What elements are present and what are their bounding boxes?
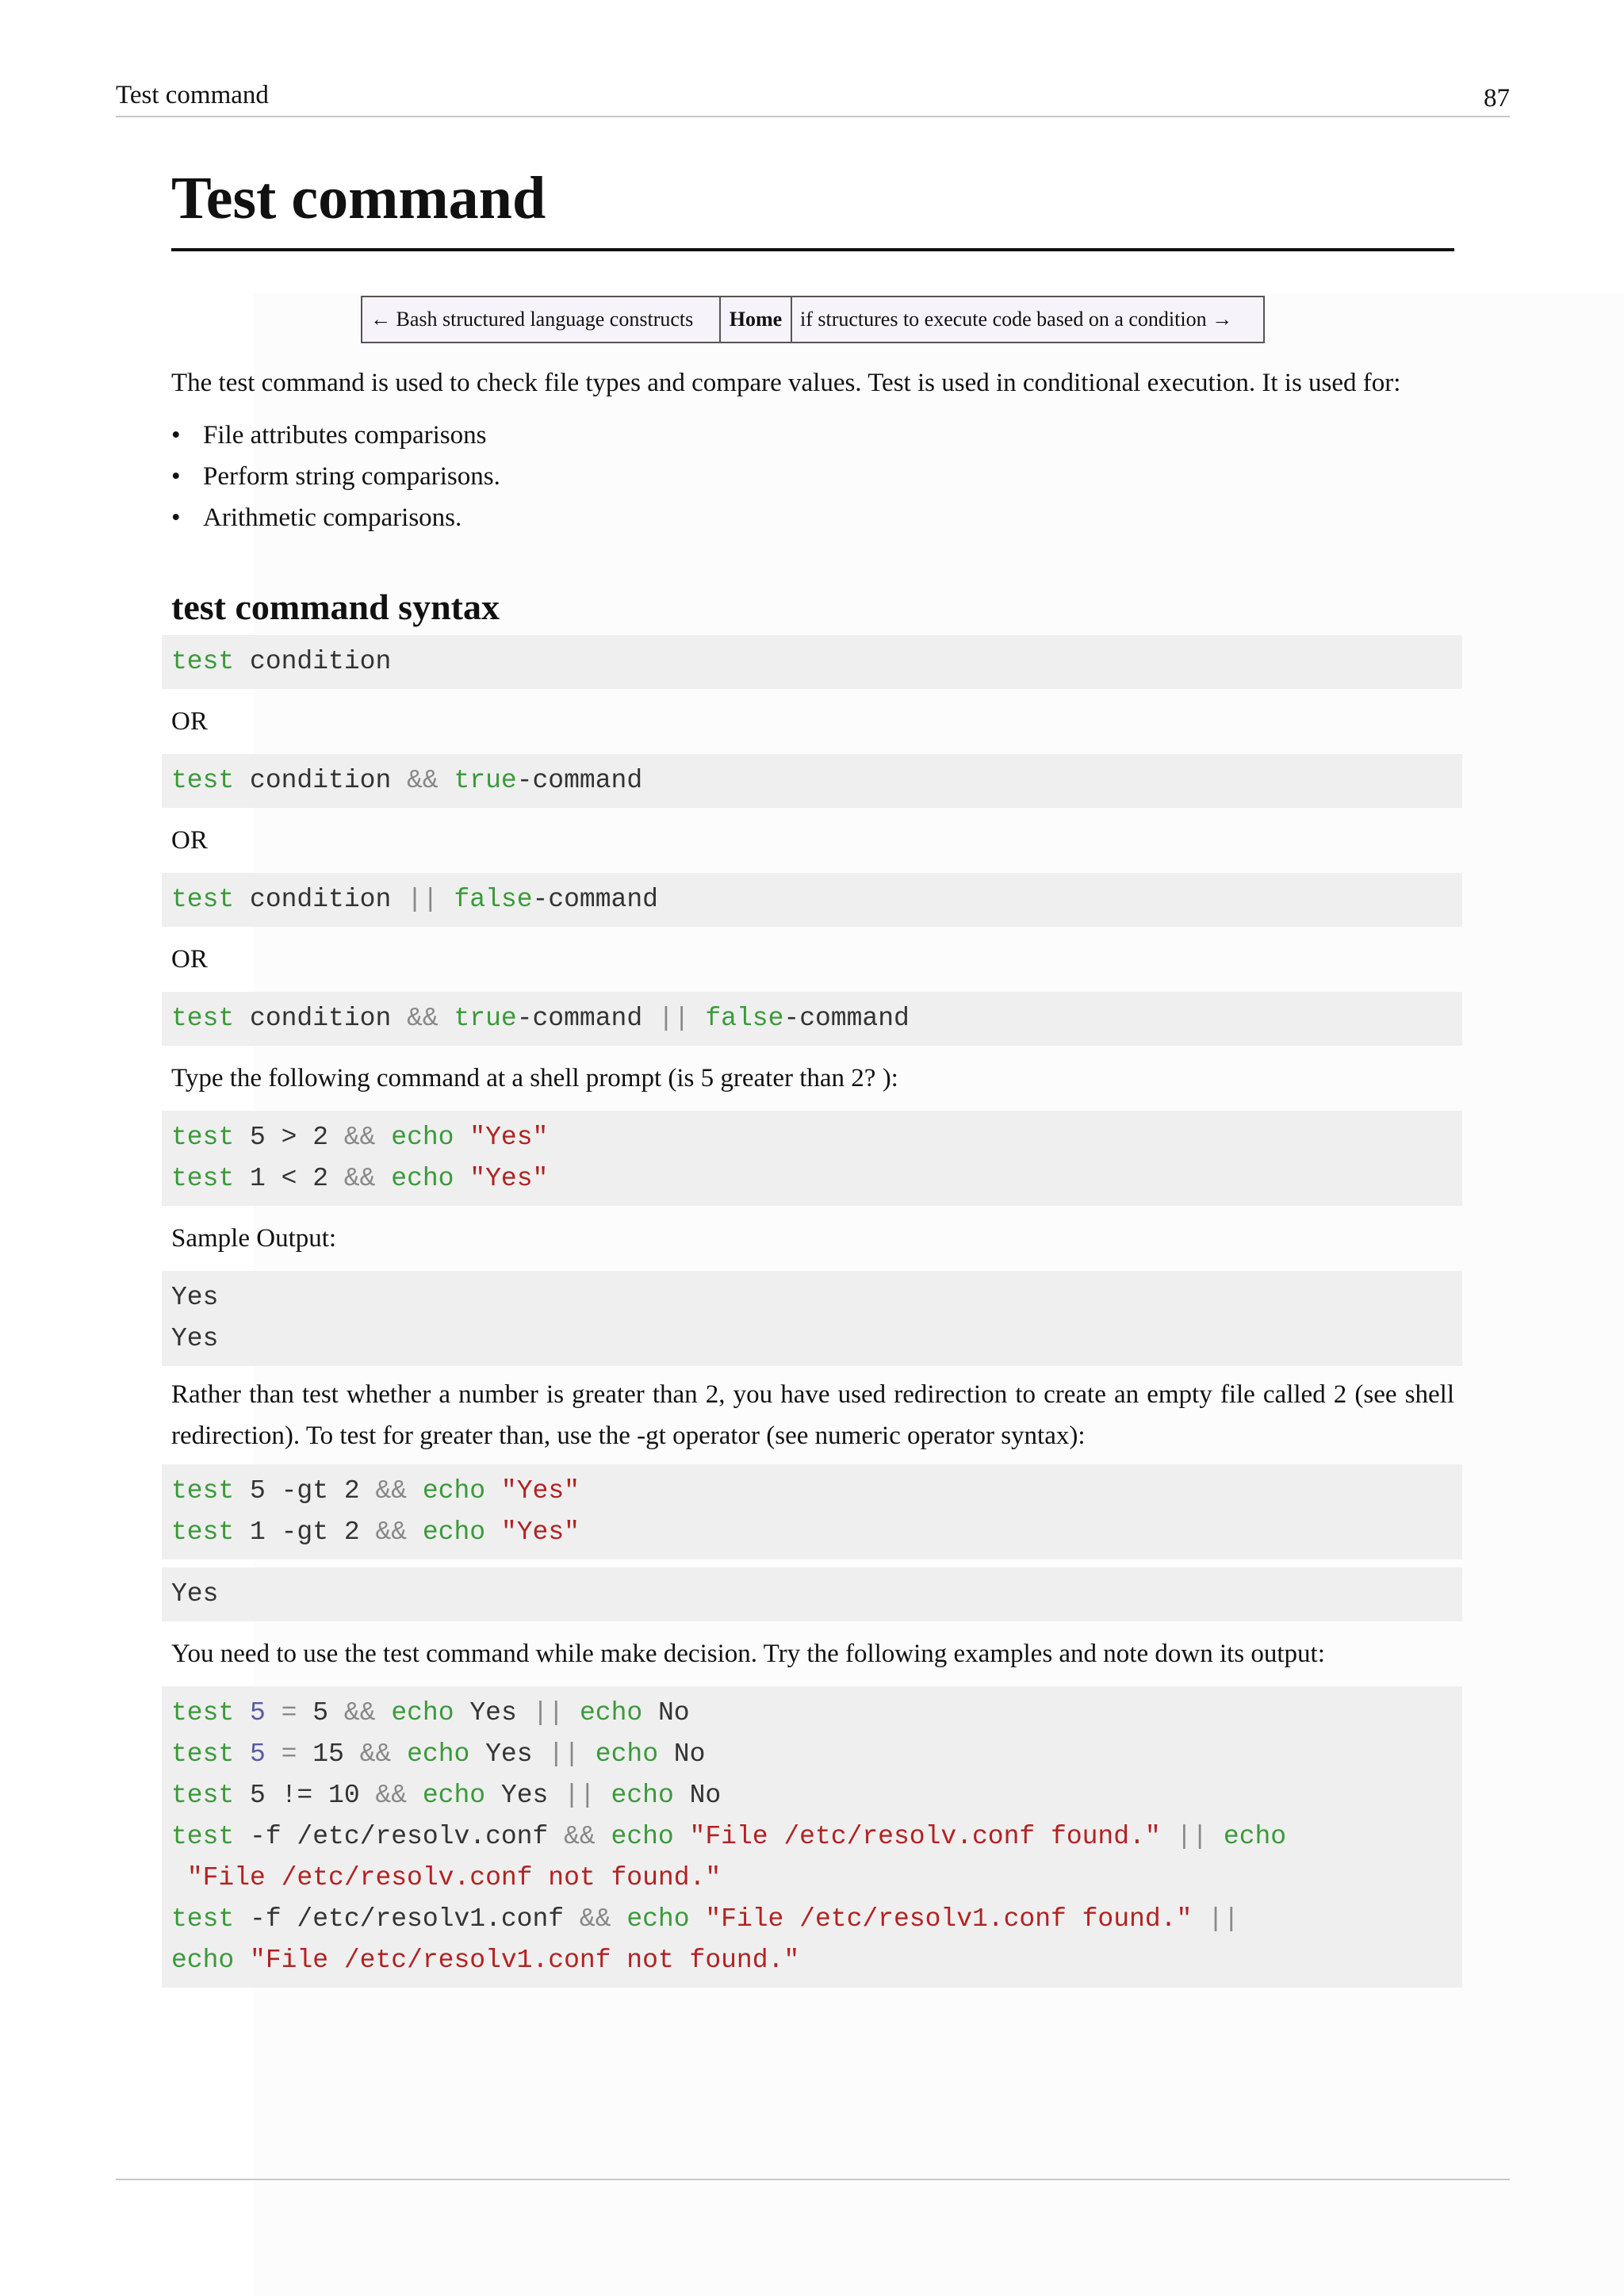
- home-link[interactable]: Home: [721, 297, 792, 342]
- running-header-title: Test command: [116, 81, 269, 109]
- code-block-example-2-output: Yes: [162, 1567, 1462, 1621]
- list-item-text: Arithmetic comparisons.: [203, 503, 462, 532]
- page-title: Test command: [171, 155, 1454, 251]
- bullet-icon: •: [171, 503, 181, 532]
- running-header: [116, 78, 1510, 117]
- decision-instruction: You need to use the test command while make decision. Try the following examples and note down its output:: [171, 1640, 1325, 1668]
- usage-list: [171, 415, 1454, 538]
- chapter-navigation: [361, 296, 1265, 343]
- redirection-paragraph: Rather than test whether a number is greater than 2, you have used redirection to create an empty file called 2 (see shell redirection). To test for greater than, use the -gt operator (see numeric operator syntax):: [171, 1380, 1454, 1450]
- code-block-syntax-3: test condition || false-command: [162, 873, 1462, 927]
- list-item-text: File attributes comparisons: [203, 421, 487, 450]
- or-label: OR: [171, 945, 208, 974]
- sample-output-label: Sample Output:: [171, 1224, 337, 1253]
- code-block-example-3: test 5 = 5 && echo Yes || echo No test 5 = 15 && echo Yes || echo No test 5 != 10 && echo Yes || echo No test -f /etc/resolv.conf && echo "File /etc/resolv.conf found." || echo "File /etc/resolv.conf not found." test -f /etc/resolv1.conf && echo "File /etc/resolv1.conf found." || echo "File /etc/resolv1.conf not found.": [162, 1686, 1462, 1988]
- code-block-sample-output: Yes Yes: [162, 1271, 1462, 1366]
- list-item: [171, 497, 1454, 538]
- article-content: [171, 155, 1454, 1988]
- prev-chapter-link[interactable]: ← Bash structured language constructs: [362, 297, 721, 342]
- page-number: 87: [1484, 84, 1510, 113]
- bullet-icon: •: [171, 462, 181, 491]
- list-item: [171, 456, 1454, 497]
- prompt-instruction: Type the following command at a shell prompt (is 5 greater than 2? ):: [171, 1064, 898, 1093]
- or-label: OR: [171, 826, 208, 855]
- code-block-syntax-2: test condition && true-command: [162, 754, 1462, 808]
- code-block-example-2: test 5 -gt 2 && echo "Yes" test 1 -gt 2 && echo "Yes": [162, 1464, 1462, 1559]
- section-heading: test command syntax: [171, 587, 500, 627]
- footer-rule: [116, 2179, 1510, 2180]
- intro-paragraph: The test command is used to check file types and compare values. Test is used in conditional execution. It is used for:: [171, 369, 1401, 397]
- list-item: [171, 415, 1454, 456]
- code-block-syntax-4: test condition && true-command || false-command: [162, 992, 1462, 1046]
- code-block-example-1: test 5 > 2 && echo "Yes" test 1 < 2 && echo "Yes": [162, 1111, 1462, 1206]
- bullet-icon: •: [171, 421, 181, 450]
- list-item-text: Perform string comparisons.: [203, 462, 500, 491]
- or-label: OR: [171, 707, 208, 736]
- next-chapter-link[interactable]: if structures to execute code based on a condition →: [800, 308, 1233, 331]
- code-block-syntax-1: test condition: [162, 635, 1462, 689]
